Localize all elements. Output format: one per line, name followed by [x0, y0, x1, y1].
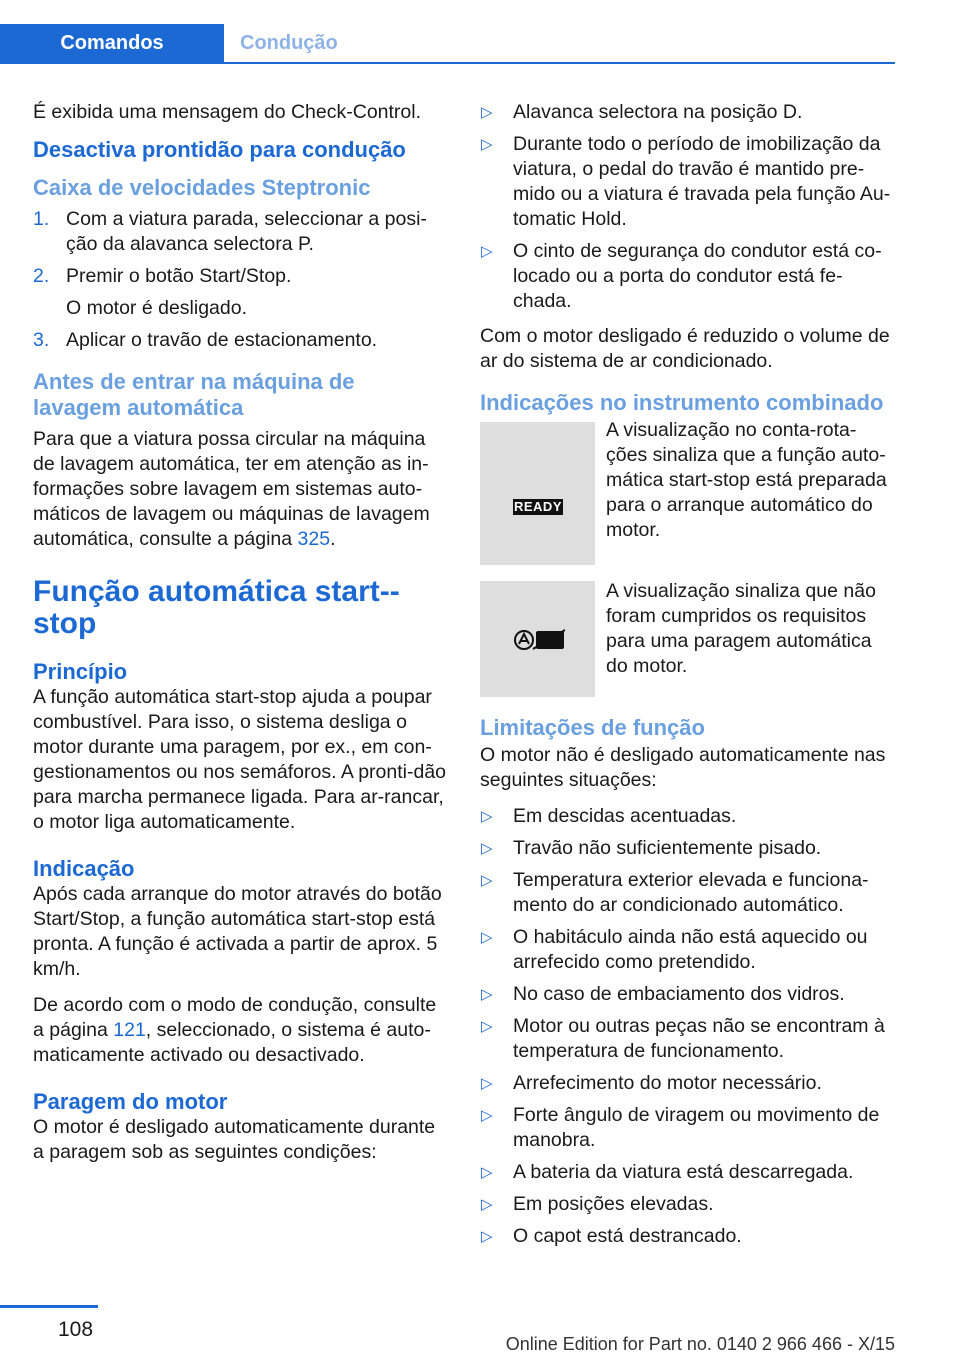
list-item: ▷ Travão não suficientemente pisado. [481, 837, 822, 859]
intro-text: É exibida uma mensagem do Check-Control. [33, 101, 422, 123]
ready-description: A visualização no conta-rota‐ções sinaliza que a função auto‐mática start-stop está preparada para o arranque automático do motor. [606, 419, 887, 541]
list-item: ▷ O cinto de segurança do condutor está co‐locado ou a porta do condutor está fe‐chada. [481, 240, 882, 312]
left-column [33, 100, 448, 1176]
triangle-bullet-icon: ▷ [481, 929, 493, 946]
car-wash-text: Para que a viatura possa circular na máquina de lavagem automática, ter em atenção as in‐formações sobre lavagem em sistemas auto‐máticos de lavagem ou máquinas de lavagem automática, consulte a página 325. [33, 428, 430, 550]
triangle-bullet-icon: ▷ [481, 1075, 493, 1092]
list-item: ▷ Durante todo o período de imobilização da viatura, o pedal do travão é mantido pre‐mido ou a viatura é travada pela função Au‐tomatic Hold. [481, 133, 891, 230]
heading-steptronic: Caixa de velocidades Steptronic [33, 175, 371, 200]
limitations-list [480, 804, 896, 1249]
edition-footer: Online Edition for Part no. 0140 2 966 466 - X/15 [505, 1334, 895, 1354]
triangle-bullet-icon: ▷ [481, 1196, 493, 1213]
heading-indication: Indicação [33, 856, 135, 881]
ready-icon: READY [513, 499, 562, 514]
list-item: ▷ Em posições elevadas. [481, 1193, 714, 1215]
triangle-bullet-icon: ▷ [481, 136, 493, 153]
heading-start-stop: Função automática start-‐stop [33, 575, 400, 640]
header-bar [0, 24, 895, 64]
heading-principle: Princípio [33, 659, 128, 684]
ready-indicator-row [480, 418, 896, 565]
stop-indicator-description: A visualização sinaliza que não foram cumpridos os requisitos para uma paragem automática do motor. [606, 580, 876, 677]
mode-text: De acordo com o modo de condução, consulte a página 121, seleccionado, o sistema é auto‐maticamente activado ou desactivado. [33, 994, 437, 1066]
list-item: ▷ No caso de embaciamento dos vidros. [481, 983, 845, 1005]
list-item: ▷ Forte ângulo de viragem ou movimento de manobra. [481, 1104, 880, 1151]
steps-list [33, 207, 448, 353]
list-item: 3. Aplicar o travão de estacionamento. [33, 329, 378, 351]
heading-car-wash: Antes de entrar na máquina de lavagem automática [33, 369, 355, 420]
heading-deactivate: Desactiva prontidão para condução [33, 137, 406, 162]
triangle-bullet-icon: ▷ [481, 1018, 493, 1035]
list-item: ▷ Alavanca selectora na posição D. [481, 101, 803, 123]
tab-conducao[interactable]: Condução [240, 31, 338, 54]
list-item: ▷ Em descidas acentuadas. [481, 805, 737, 827]
principle-text: A função automática start-stop ajuda a poupar combustível. Para isso, o sistema desliga o motor durante uma paragem, por ex., em con‐gestionamentos ou nos semáforos. A pronti‐dão para marcha permanece ligada. Para ar‐rancar, o motor liga automaticamente. [33, 686, 447, 833]
tab-comandos[interactable]: Comandos [0, 24, 224, 62]
start-stop-indicator-image [480, 581, 595, 697]
list-item: ▷ Motor ou outras peças não se encontram à temperatura de funcionamento. [481, 1015, 885, 1062]
list-item: ▷ Temperatura exterior elevada e funciona‐mento do ar condicionado automático. [481, 869, 869, 916]
list-item: ▷ O habitáculo ainda não está aquecido ou arrefecido como pretendido. [481, 926, 868, 973]
triangle-bullet-icon: ▷ [481, 104, 493, 121]
list-item: 1. Com a viatura parada, seleccionar a posi‐ção da alavanca selectora P. [33, 208, 427, 255]
list-item: ▷ Arrefecimento do motor necessário. [481, 1072, 822, 1094]
start-stop-off-icon [513, 629, 565, 651]
triangle-bullet-icon: ▷ [481, 1228, 493, 1245]
triangle-bullet-icon: ▷ [481, 986, 493, 1003]
triangle-bullet-icon: ▷ [481, 872, 493, 889]
list-item: ▷ O capot está destrancado. [481, 1225, 742, 1247]
air-conditioning-text: Com o motor desligado é reduzido o volume de ar do sistema de ar condicionado. [480, 325, 890, 372]
limitations-text: O motor não é desligado automaticamente nas seguintes situações: [480, 744, 886, 791]
heading-engine-stop: Paragem do motor [33, 1089, 228, 1114]
triangle-bullet-icon: ▷ [481, 1107, 493, 1124]
list-item: ▷ A bateria da viatura está descarregada. [481, 1161, 854, 1183]
right-column [480, 100, 896, 1259]
indication-text: Após cada arranque do motor através do botão Start/Stop, a função automática start-stop está pronta. A função é activada a partir de aprox. 5 km/h. [33, 883, 442, 980]
triangle-bullet-icon: ▷ [481, 1164, 493, 1181]
page-number: 108 [58, 1318, 94, 1341]
heading-limitations: Limitações de função [480, 715, 705, 740]
page-link-121[interactable]: 121 [113, 1019, 146, 1041]
triangle-bullet-icon: ▷ [481, 243, 493, 260]
heading-instrument-cluster: Indicações no instrumento combinado [480, 390, 884, 415]
list-item: 2. Premir o botão Start/Stop. O motor é desligado. [33, 265, 292, 319]
engine-stop-text: O motor é desligado automaticamente durante a paragem sob as seguintes condições: [33, 1116, 436, 1163]
triangle-bullet-icon: ▷ [481, 808, 493, 825]
page-number-bar [0, 1305, 98, 1308]
stop-indicator-row [480, 579, 896, 697]
conditions-list [480, 100, 896, 314]
ready-indicator-image [480, 422, 595, 565]
page-link-325[interactable]: 325 [297, 528, 331, 550]
triangle-bullet-icon: ▷ [481, 840, 493, 857]
